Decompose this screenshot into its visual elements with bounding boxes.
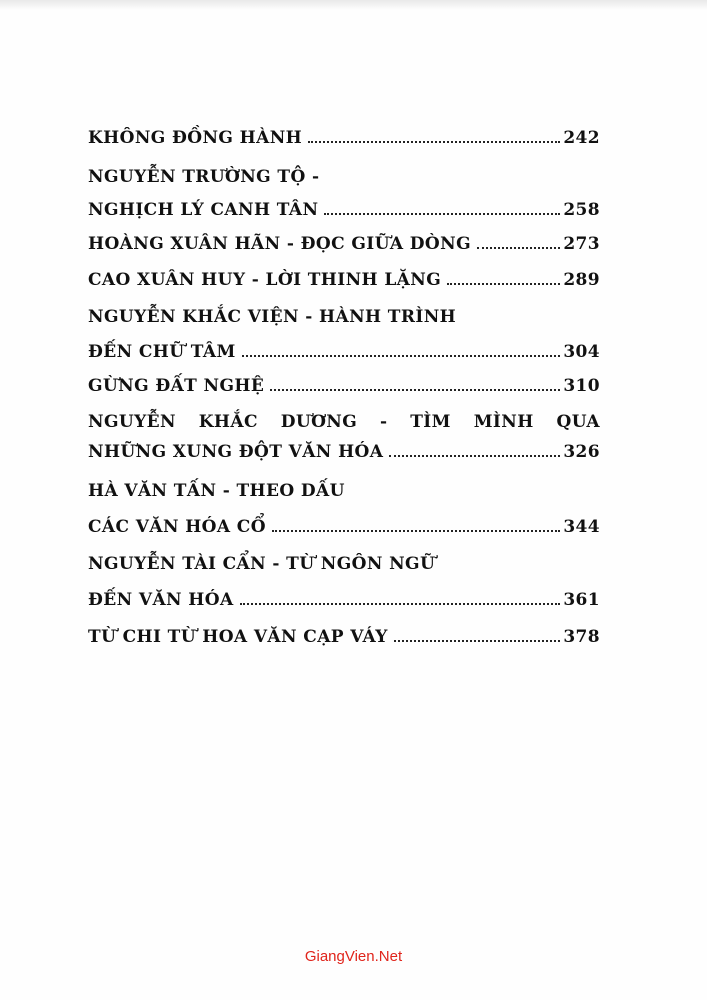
toc-word: KHẮC bbox=[198, 412, 258, 432]
toc-entry-den-van-hoa bbox=[88, 590, 600, 620]
toc-entry-page: 378 bbox=[563, 627, 600, 647]
toc-word: TÌM bbox=[410, 412, 451, 432]
toc-entry-page: 304 bbox=[563, 342, 600, 362]
toc-entry-khong-dong-hanh bbox=[88, 128, 600, 158]
dot-leader bbox=[394, 639, 560, 642]
dot-leader bbox=[308, 140, 560, 143]
toc-entry-gung-dat-nghe bbox=[88, 376, 600, 406]
toc-word: MÌNH bbox=[473, 412, 534, 432]
toc-entry-nghich-ly-canh-tan bbox=[88, 200, 600, 230]
toc-word: QUA bbox=[556, 412, 600, 432]
toc-entry-title: HOÀNG XUÂN HÃN - ĐỌC GIỮA DÒNG bbox=[88, 234, 471, 254]
toc-entry-tu-chi bbox=[88, 627, 600, 657]
dot-leader bbox=[240, 602, 561, 605]
dot-leader bbox=[389, 454, 560, 457]
toc-entry-nguyen-tai-can bbox=[88, 554, 600, 584]
dot-leader bbox=[324, 212, 560, 215]
toc-word: DƯƠNG bbox=[280, 412, 358, 432]
toc-word: NGUYỄN bbox=[88, 412, 176, 432]
toc-entry-hoang-xuan-han bbox=[88, 234, 600, 264]
toc-entry-page: 344 bbox=[563, 517, 600, 537]
page-edge-shadow bbox=[0, 0, 707, 10]
toc-word: - bbox=[379, 412, 388, 432]
toc-entry-title: GỪNG ĐẤT NGHỆ bbox=[88, 376, 265, 396]
footer-watermark: GiangVien.Net bbox=[304, 948, 403, 965]
toc-entry-title: NGUYỄN TÀI CẨN - TỪ NGÔN NGỮ bbox=[88, 554, 436, 574]
toc-entry-page: 361 bbox=[563, 590, 600, 610]
toc-entry-nguyen-khac-duong bbox=[88, 412, 600, 442]
toc-entry-title: ĐẾN VĂN HÓA bbox=[88, 590, 234, 610]
toc-entry-nhung-xung-dot-van-hoa bbox=[88, 442, 600, 472]
dot-leader bbox=[447, 282, 560, 285]
toc-entry-page: 326 bbox=[563, 442, 600, 462]
toc-entry-title: NGUYỄN KHẮC VIỆN - HÀNH TRÌNH bbox=[88, 307, 457, 327]
dot-leader bbox=[242, 354, 561, 357]
toc-entry-page: 242 bbox=[563, 128, 600, 148]
toc-entry-title: CÁC VĂN HÓA CỔ bbox=[88, 517, 266, 537]
toc-entry-title: NHỮNG XUNG ĐỘT VĂN HÓA bbox=[88, 442, 384, 462]
toc-entry-nguyen-truong-to bbox=[88, 167, 600, 197]
toc-entry-title: HÀ VĂN TẤN - THEO DẤU bbox=[88, 481, 345, 501]
toc-entry-page: 289 bbox=[563, 270, 600, 290]
dot-leader bbox=[272, 529, 560, 532]
toc-entry-title: TỪ CHI TỪ HOA VĂN CẠP VÁY bbox=[88, 627, 388, 647]
toc-entry-page: 310 bbox=[563, 376, 600, 396]
toc-entry-title: KHÔNG ĐỒNG HÀNH bbox=[88, 128, 303, 148]
toc-entry-cao-xuan-huy bbox=[88, 270, 600, 300]
toc-entry-cac-van-hoa-co bbox=[88, 517, 600, 547]
toc-entry-nguyen-khac-vien bbox=[88, 307, 600, 337]
dot-leader bbox=[477, 246, 560, 249]
toc-entry-page: 258 bbox=[563, 200, 600, 220]
toc-entry-den-chu-tam bbox=[88, 342, 600, 372]
toc-entry-page: 273 bbox=[563, 234, 600, 254]
toc-entry-ha-van-tan bbox=[88, 481, 600, 511]
toc-entry-title: ĐẾN CHỮ TÂM bbox=[88, 342, 236, 362]
toc-entry-title: NGUYỄN TRƯỜNG TỘ - bbox=[88, 167, 320, 187]
toc-entry-title: CAO XUÂN HUY - LỜI THINH LẶNG bbox=[88, 270, 442, 290]
toc-entry-title: NGHỊCH LÝ CANH TÂN bbox=[88, 200, 319, 220]
dot-leader bbox=[270, 388, 560, 391]
